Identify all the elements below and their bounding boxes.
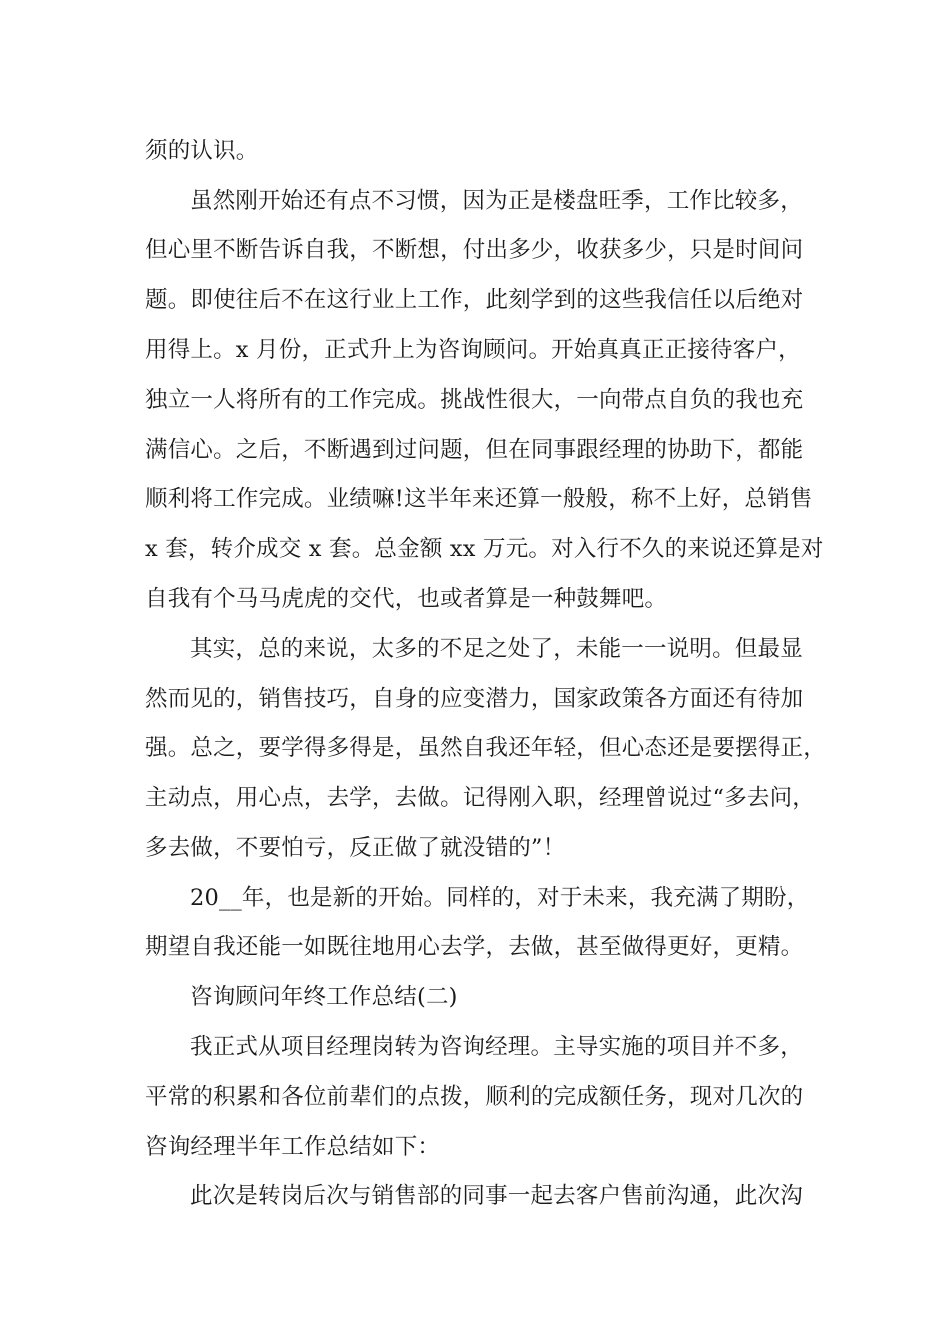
text-line: 我正式从项目经理岗转为咨询经理。主导实施的项目并不多， (190, 1034, 803, 1060)
text-line: 咨询经理半年工作总结如下： (145, 1134, 441, 1160)
text-line: 独立一人将所有的工作完成。挑战性很大，一向带点自负的我也充 (145, 387, 804, 413)
text-line: 主动点，用心点，去学，去做。记得刚入职，经理曾说过“多去问， (145, 785, 816, 811)
text-line: 平常的积累和各位前辈们的点拨，顺利的完成额任务，现对几次的 (145, 1084, 804, 1110)
section-heading: 咨询顾问年终工作总结(二) (190, 984, 458, 1010)
text-line: 满信心。之后，不断遇到过问题，但在同事跟经理的协助下，都能 (145, 437, 804, 463)
text-line: 其实，总的来说，太多的不足之处了，未能一一说明。但最显 (190, 636, 803, 662)
text-line: 然而见的，销售技巧，自身的应变潜力，国家政策各方面还有待加 (145, 686, 804, 712)
text-line: 20__年，也是新的开始。同样的，对于未来，我充满了期盼， (190, 885, 810, 911)
text-line: 多去做，不要怕亏，反正做了就没错的”！ (145, 835, 566, 861)
text-line: x 套，转介成交 x 套。总金额 xx 万元。对入行不久的来说还算是对 (145, 536, 824, 562)
text-line: 强。总之，要学得多得是，虽然自我还年轻，但心态还是要摆得正， (145, 735, 827, 761)
text-line: 此次是转岗后次与销售部的同事一起去客户售前沟通，此次沟 (190, 1183, 803, 1209)
text-line: 但心里不断告诉自我，不断想，付出多少，收获多少，只是时间问 (145, 237, 804, 263)
text-line: 顺利将工作完成。业绩嘛!这半年来还算一般般，称不上好，总销售 (145, 486, 813, 512)
text-line: 虽然刚开始还有点不习惯，因为正是楼盘旺季，工作比较多， (190, 188, 803, 214)
text-line: 题。即使往后不在这行业上工作，此刻学到的这些我信任以后绝对 (145, 287, 804, 313)
text-line: 用得上。x 月份，正式升上为咨询顾问。开始真真正正接待客户， (145, 337, 801, 363)
text-line: 期望自我还能一如既往地用心去学，去做，甚至做得更好，更精。 (145, 934, 804, 960)
text-line: 须的认识。 (145, 138, 259, 164)
text-line: 自我有个马马虎虎的交代，也或者算是一种鼓舞吧。 (145, 586, 668, 612)
